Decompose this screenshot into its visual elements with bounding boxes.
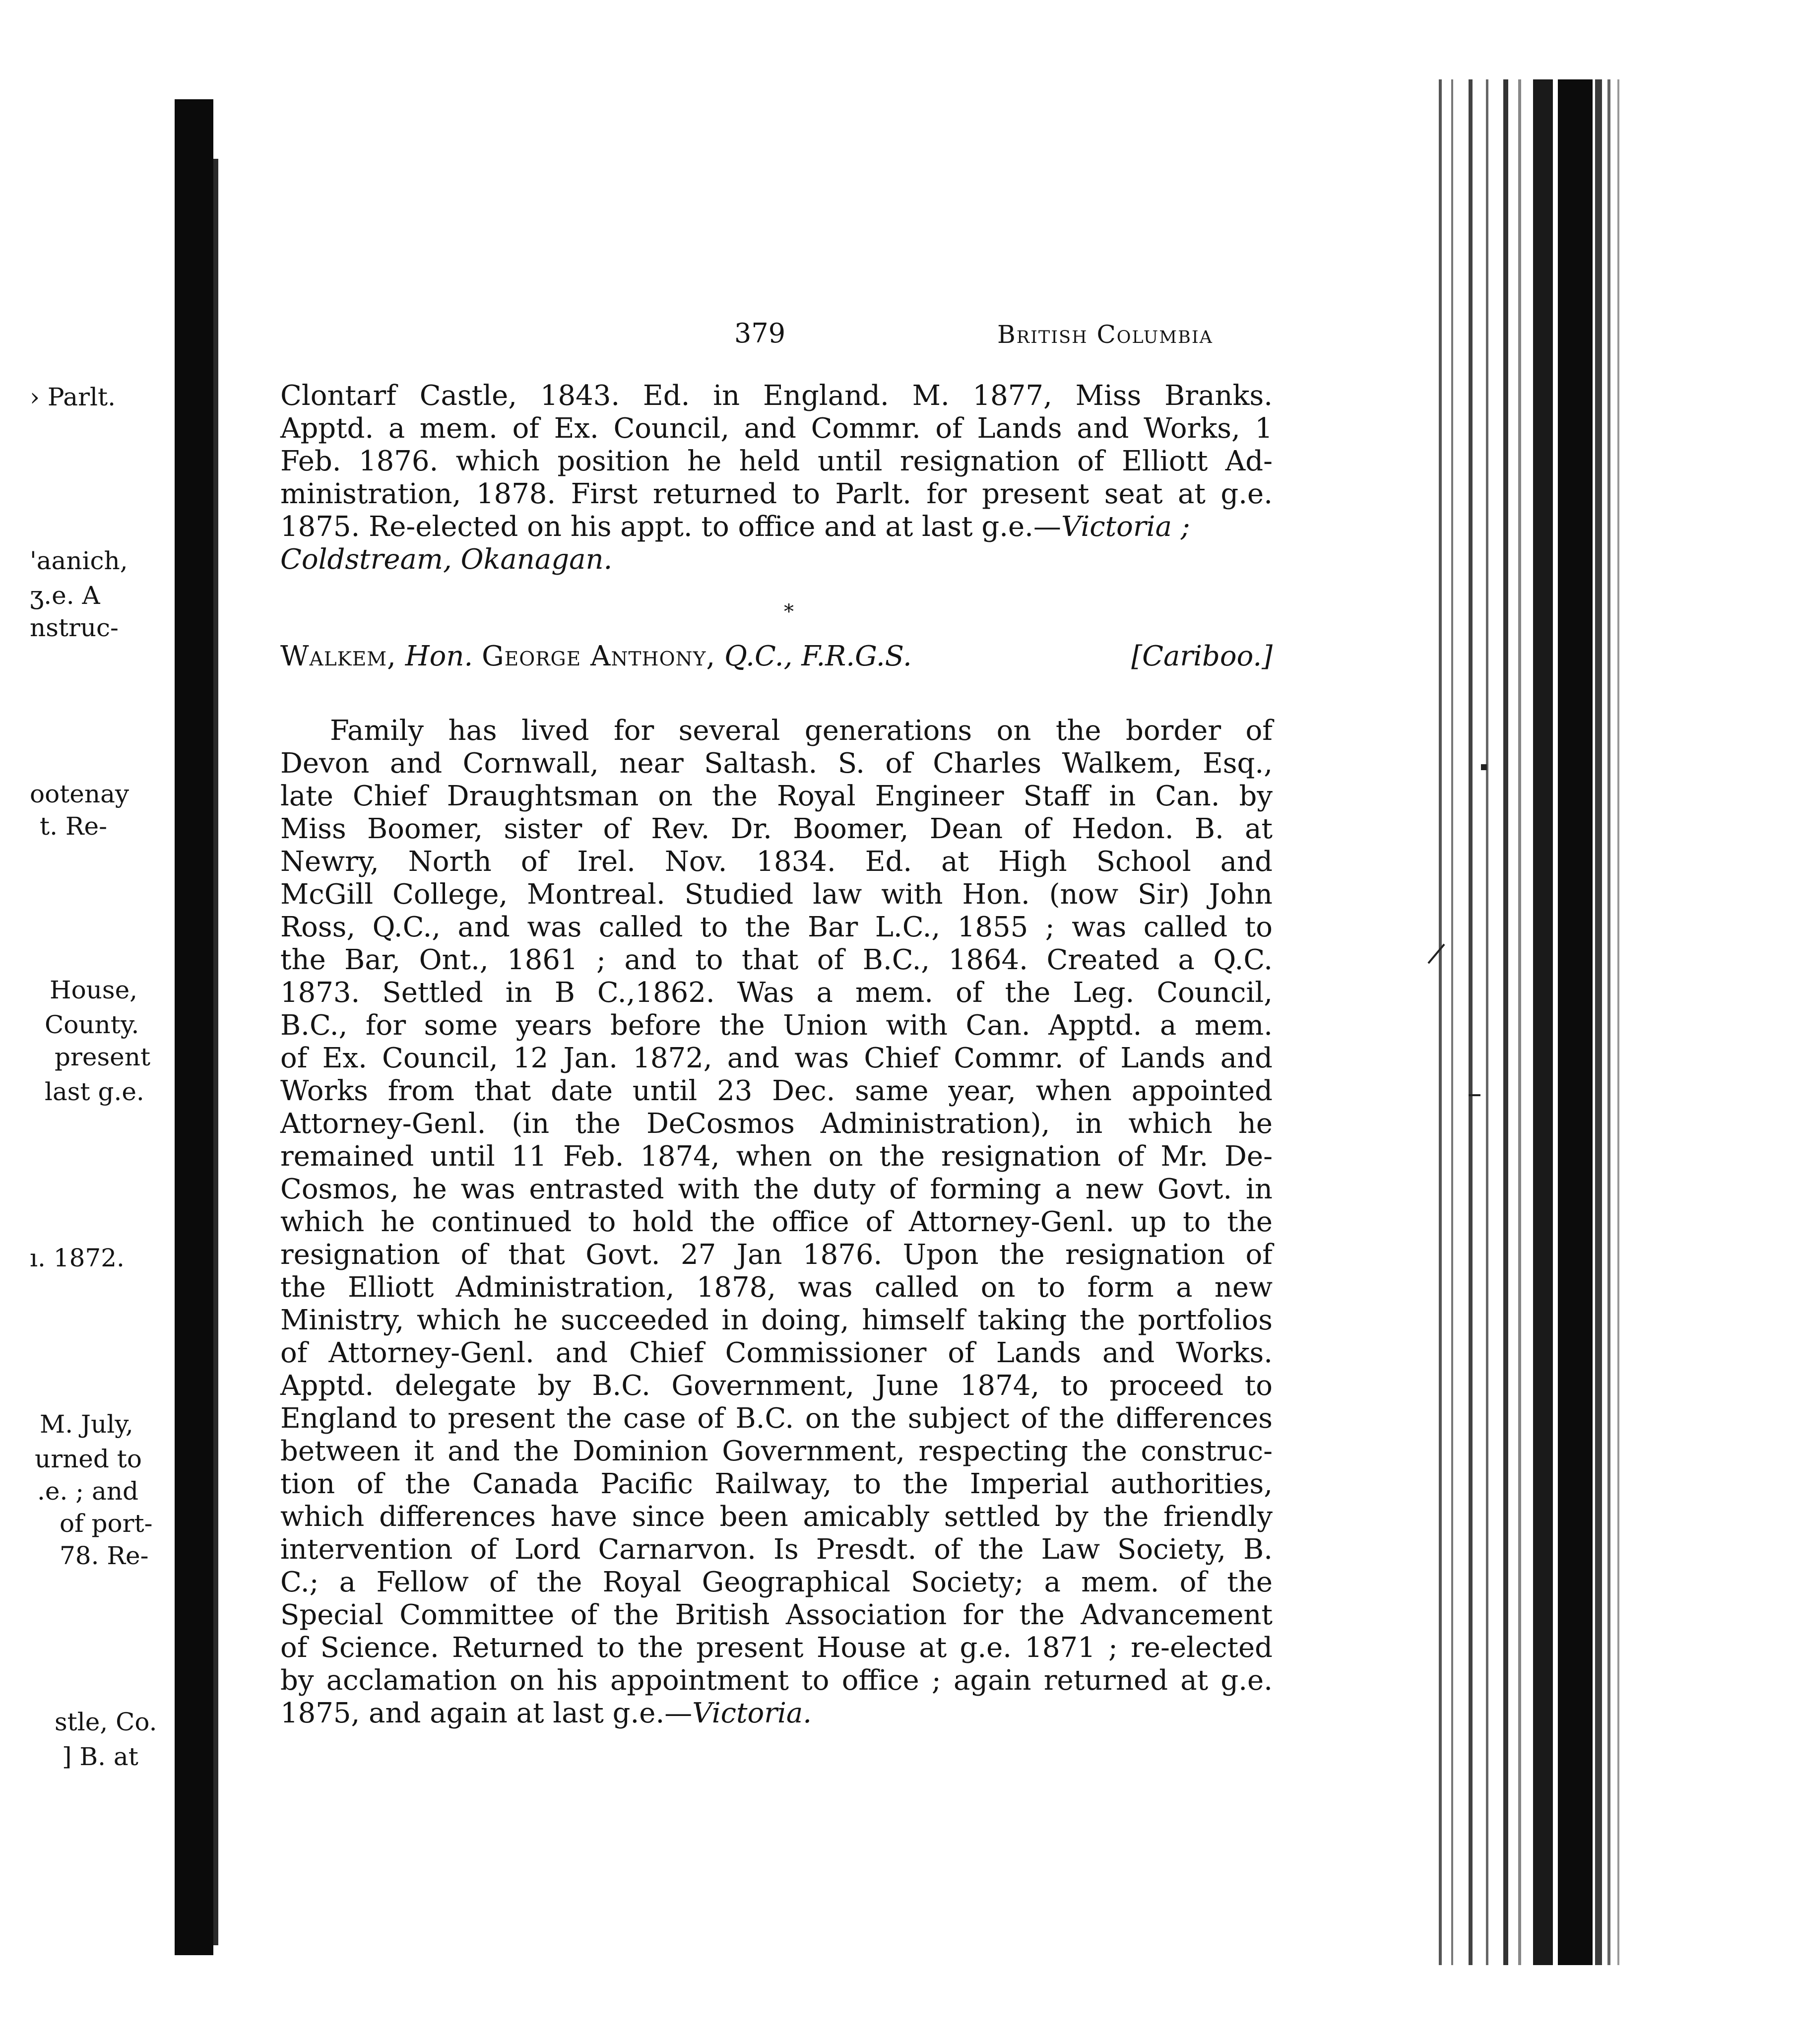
text-line: by acclamation on his appointment to office ; again returned at g.e. [280, 1664, 1273, 1697]
text-line: remained until 11 Feb. 1874, when on the resignation of Mr. De- [280, 1140, 1273, 1173]
speck [1427, 944, 1445, 964]
gutter-line: present [55, 1043, 151, 1071]
entry-heading [280, 640, 1273, 672]
gutter-line: M. July, [40, 1410, 133, 1439]
text-line: Newry, North of Irel. Nov. 1834. Ed. at High School and [280, 846, 1273, 878]
edge-stroke [1486, 79, 1488, 1965]
text-line: Ross, Q.C., and was called to the Bar L.C., 1855 ; was called to [280, 911, 1273, 943]
text-line: of Ex. Council, 12 Jan. 1872, and was Chief Commr. of Lands and [280, 1042, 1273, 1074]
text-line: Family has lived for several generations on the border of [330, 715, 1273, 747]
binding-spine [175, 99, 213, 1955]
gutter-line: 78. Re- [60, 1541, 149, 1570]
edge-stroke [1469, 79, 1473, 1965]
text-line: 1873. Settled in B C.,1862. Was a mem. of the Leg. Council, [280, 977, 1273, 1009]
text-line: ministration, 1878. First returned to Parlt. for present seat at g.e. [280, 478, 1273, 510]
edge-stroke [1558, 79, 1593, 1965]
text-line: Works from that date until 23 Dec. same year, when appointed [280, 1075, 1273, 1107]
speck [1469, 1094, 1480, 1096]
gutter-line: t. Re- [40, 812, 108, 841]
gutter-line: last g.e. [45, 1077, 144, 1106]
entry-qualifications: Q.C., F.R.G.S. [724, 640, 912, 672]
text-line: Devon and Cornwall, near Saltash. S. of Charles Walkem, Esq., [280, 747, 1273, 780]
speck [1481, 764, 1487, 770]
gutter-line: County. [45, 1010, 139, 1039]
text-line: Coldstream, Okanagan. [280, 543, 613, 576]
edge-stroke [1439, 79, 1442, 1965]
gutter-line: stle, Co. [55, 1708, 157, 1736]
text-line: Miss Boomer, sister of Rev. Dr. Boomer, Dean of Hedon. B. at [280, 813, 1273, 845]
text-line: resignation of that Govt. 27 Jan 1876. Upon the resignation of [280, 1239, 1273, 1271]
text-line: McGill College, Montreal. Studied law with Hon. (now Sir) John [280, 878, 1273, 911]
text-line: intervention of Lord Carnarvon. Is Presdt. of the Law Society, B. [280, 1533, 1273, 1566]
gutter-line: ootenay [30, 780, 129, 808]
text-line: tion of the Canada Pacific Railway, to the Imperial authorities, [280, 1468, 1273, 1500]
running-head: British Columbia [997, 320, 1213, 349]
edge-stroke [1451, 79, 1453, 1965]
text-line: Special Committee of the British Association for the Advancement [280, 1599, 1273, 1631]
text-line [280, 511, 1273, 543]
gutter-line: House, [50, 976, 138, 1004]
text-line [280, 1697, 1273, 1730]
edge-stroke [1503, 79, 1508, 1965]
text-line: the Bar, Ont., 1861 ; and to that of B.C., 1864. Created a Q.C. [280, 944, 1273, 976]
place-italic: Victoria ; [1061, 511, 1190, 543]
entry-surname: Walkem, [280, 640, 396, 672]
gutter-line: ] B. at [62, 1742, 138, 1771]
entry-honorific: Hon. [405, 640, 473, 672]
text-line: Ministry, which he succeeded in doing, himself taking the portfolios [280, 1304, 1273, 1336]
gutter-line: of port- [60, 1509, 153, 1538]
text-line: of Science. Returned to the present House at g.e. 1871 ; re-elected [280, 1632, 1273, 1664]
text-line-part: 1875, and again at last g.e.— [280, 1697, 693, 1729]
page-number: 379 [734, 318, 786, 349]
edge-stroke [1607, 79, 1610, 1965]
gutter-line: .e. ; and [37, 1477, 139, 1506]
text-line: C.; a Fellow of the Royal Geographical Society; a mem. of the [280, 1566, 1273, 1598]
binding-spine-edge [213, 159, 218, 1945]
text-line: Apptd. a mem. of Ex. Council, and Commr. of Lands and Works, 1 [280, 412, 1273, 445]
text-line: Apptd. delegate by B.C. Government, June 1874, to proceed to [280, 1370, 1273, 1402]
text-line: Clontarf Castle, 1843. Ed. in England. M. 1877, Miss Branks. [280, 380, 1273, 412]
gutter-line: nstruc- [30, 613, 119, 642]
gutter-line: urned to [35, 1445, 142, 1473]
gutter-line: › Parlt. [30, 383, 116, 411]
text-line: which differences have since been amicably settled by the friendly [280, 1501, 1273, 1533]
place-italic: Victoria. [692, 1697, 812, 1729]
text-line: which he continued to hold the office of Attorney-Genl. up to the [280, 1206, 1273, 1238]
text-line: the Elliott Administration, 1878, was called on to form a new [280, 1271, 1273, 1304]
gutter-line: ʒ.e. A [30, 581, 100, 610]
entry-given-names: George Anthony, [482, 640, 716, 672]
text-line: England to present the case of B.C. on the subject of the differences [280, 1402, 1273, 1435]
edge-stroke [1518, 79, 1521, 1965]
text-line-part: 1875. Re-elected on his appt. to office and at last g.e.— [280, 511, 1061, 543]
text-line: Feb. 1876. which position he held until resignation of Elliott Ad- [280, 445, 1273, 477]
text-line: late Chief Draughtsman on the Royal Engineer Staff in Can. by [280, 780, 1273, 812]
gutter-line: ı. 1872. [30, 1244, 125, 1272]
text-line: Attorney-Genl. (in the DeCosmos Administration), in which he [280, 1108, 1273, 1140]
separator-mark: * [784, 600, 794, 623]
text-line: of Attorney-Genl. and Chief Commissioner of Lands and Works. [280, 1337, 1273, 1369]
text-line: Cosmos, he was entrasted with the duty of forming a new Govt. in [280, 1173, 1273, 1205]
text-line: B.C., for some years before the Union with Can. Apptd. a mem. [280, 1009, 1273, 1042]
gutter-line: 'aanich, [30, 546, 128, 575]
edge-stroke [1533, 79, 1553, 1965]
text-line: between it and the Dominion Government, respecting the construc- [280, 1435, 1273, 1467]
edge-stroke [1617, 79, 1619, 1965]
entry-constituency: [Cariboo.] [1131, 640, 1273, 672]
edge-stroke [1595, 79, 1602, 1965]
